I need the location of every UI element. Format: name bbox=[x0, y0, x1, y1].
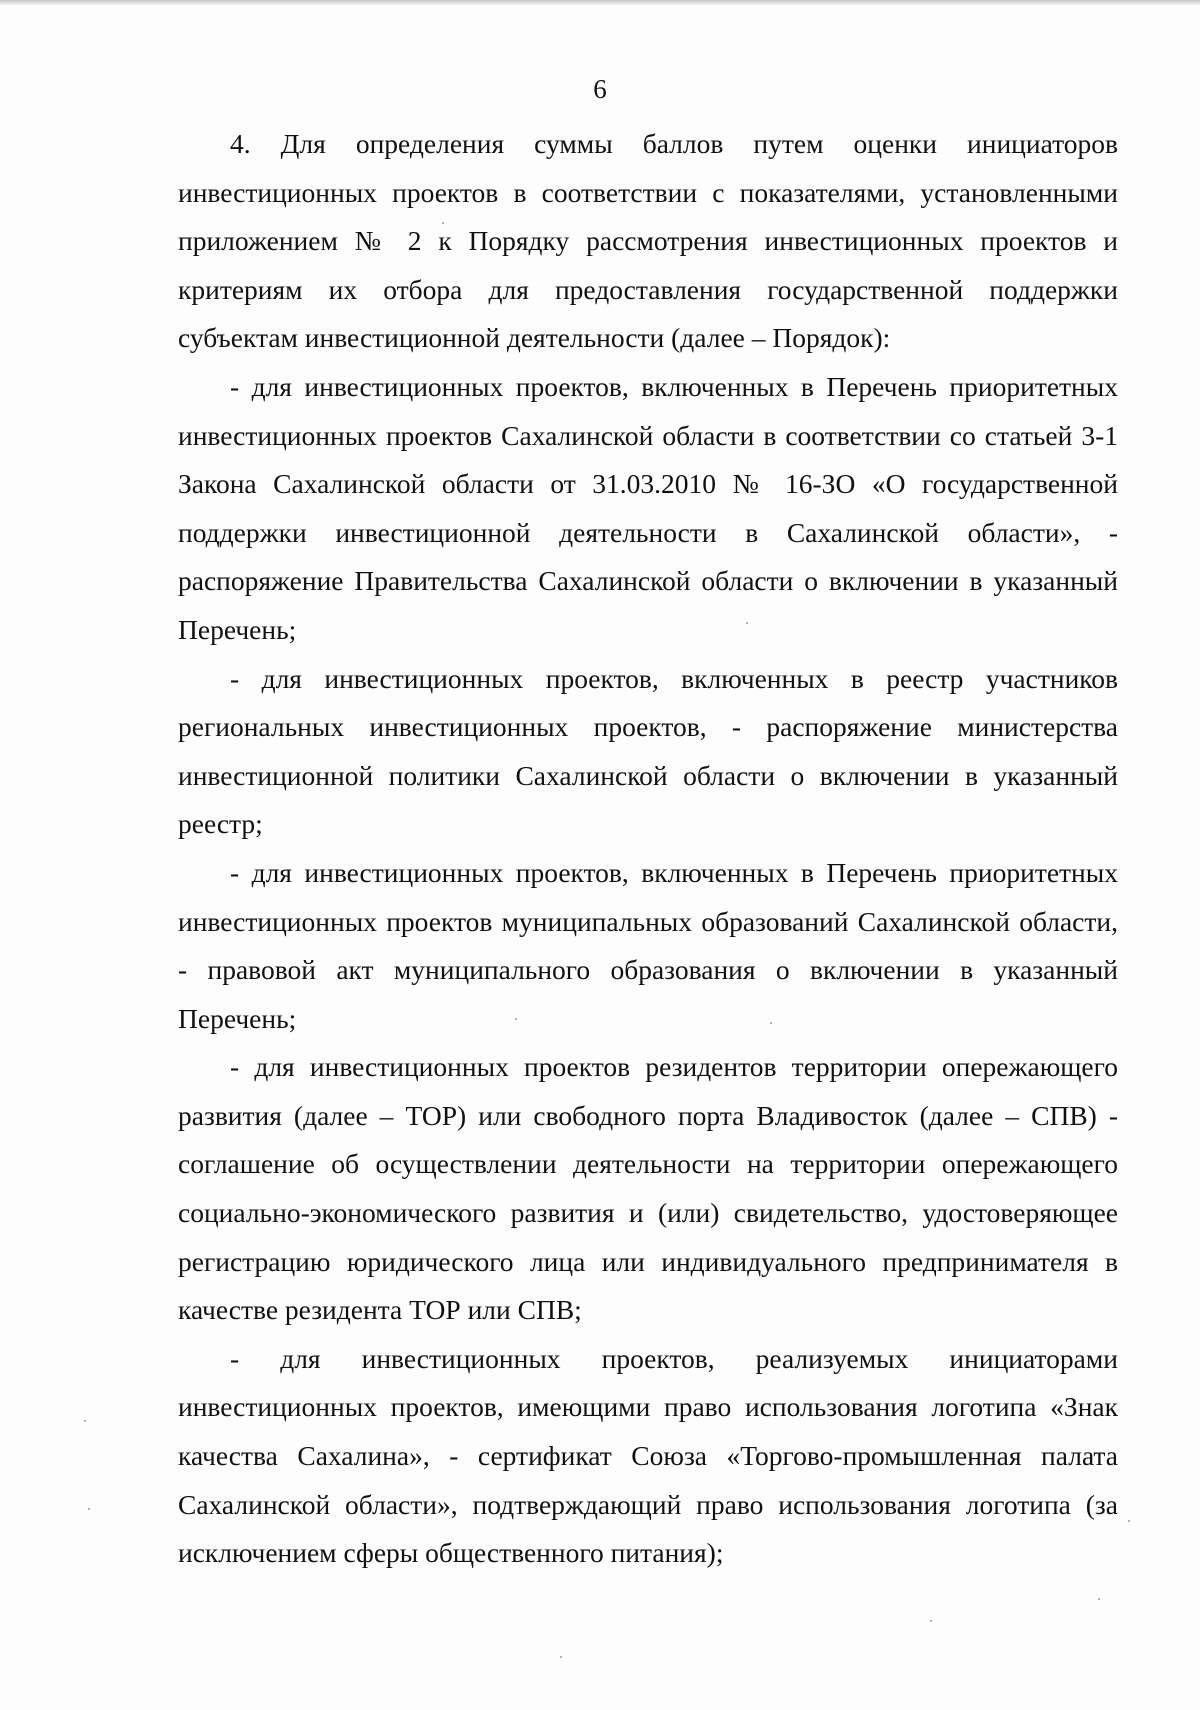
scan-speck bbox=[560, 1656, 562, 1658]
scan-speck bbox=[84, 1420, 86, 1422]
paragraph-municipal-priority-projects: - для инвестиционных проектов, включенных в Перечень приоритетных инвестиционных проектов муниципальных образований Сахалинской области, - правовой акт муниципального образования о включении в указанный Перечень; bbox=[178, 856, 1118, 1034]
scan-speck bbox=[746, 622, 748, 624]
scan-speck bbox=[88, 1508, 90, 1510]
page-number: 6 bbox=[593, 74, 607, 104]
scan-speck bbox=[770, 1022, 772, 1024]
scan-speck bbox=[1098, 1598, 1100, 1600]
paragraph-priority-projects-oblast: - для инвестиционных проектов, включенных в Перечень приоритетных инвестиционных проектов Сахалинской области в соответствии со статьей 3-1 Закона Сахалинской области от 31.03.2010 № 16-ЗО «О государственной поддержки инвестиционной деятельности в Сахалинской области», - распоряжение Правительства Сахалинской области о включении в указанный Перечень; bbox=[178, 370, 1118, 645]
scan-speck bbox=[515, 1018, 517, 1020]
paragraph-regional-projects-registry: - для инвестиционных проектов, включенных в реестр участников региональных инвестиционных проектов, - распоряжение министерства инвестиционной политики Сахалинской области о включении в указанный реестр; bbox=[178, 662, 1118, 840]
scan-speck bbox=[1128, 1520, 1130, 1522]
scan-speck bbox=[442, 222, 444, 224]
document-body bbox=[178, 120, 1118, 1578]
scan-speck bbox=[930, 1620, 932, 1622]
paragraph-point-4: 4. Для определения суммы баллов путем оценки инициаторов инвестиционных проектов в соответствии с показателями, установленными приложением № 2 к Порядку рассмотрения инвестиционных проектов и критериям их отбора для предоставления государственной поддержки субъектам инвестиционной деятельности (далее – Порядок): bbox=[178, 128, 1118, 354]
paragraph-tor-spv-residents: - для инвестиционных проектов резидентов территории опережающего развития (далее – ТОР) или свободного порта Владивосток (далее – СПВ) - соглашение об осуществлении деятельности на территории опережающего социально-экономического развития и (или) свидетельство, удостоверяющее регистрацию юридического лица или индивидуального предпринимателя в качестве резидента ТОР или СПВ; bbox=[178, 1051, 1118, 1326]
scan-top-edge bbox=[0, 0, 1200, 5]
paragraph-sakhalin-quality-mark: - для инвестиционных проектов, реализуемых инициаторами инвестиционных проектов, имеющими право использования логотипа «Знак качества Сахалина», - сертификат Союза «Торгово-промышленная палата Сахалинской области», подтверждающий право использования логотипа (за исключением сферы общественного питания); bbox=[178, 1342, 1118, 1569]
